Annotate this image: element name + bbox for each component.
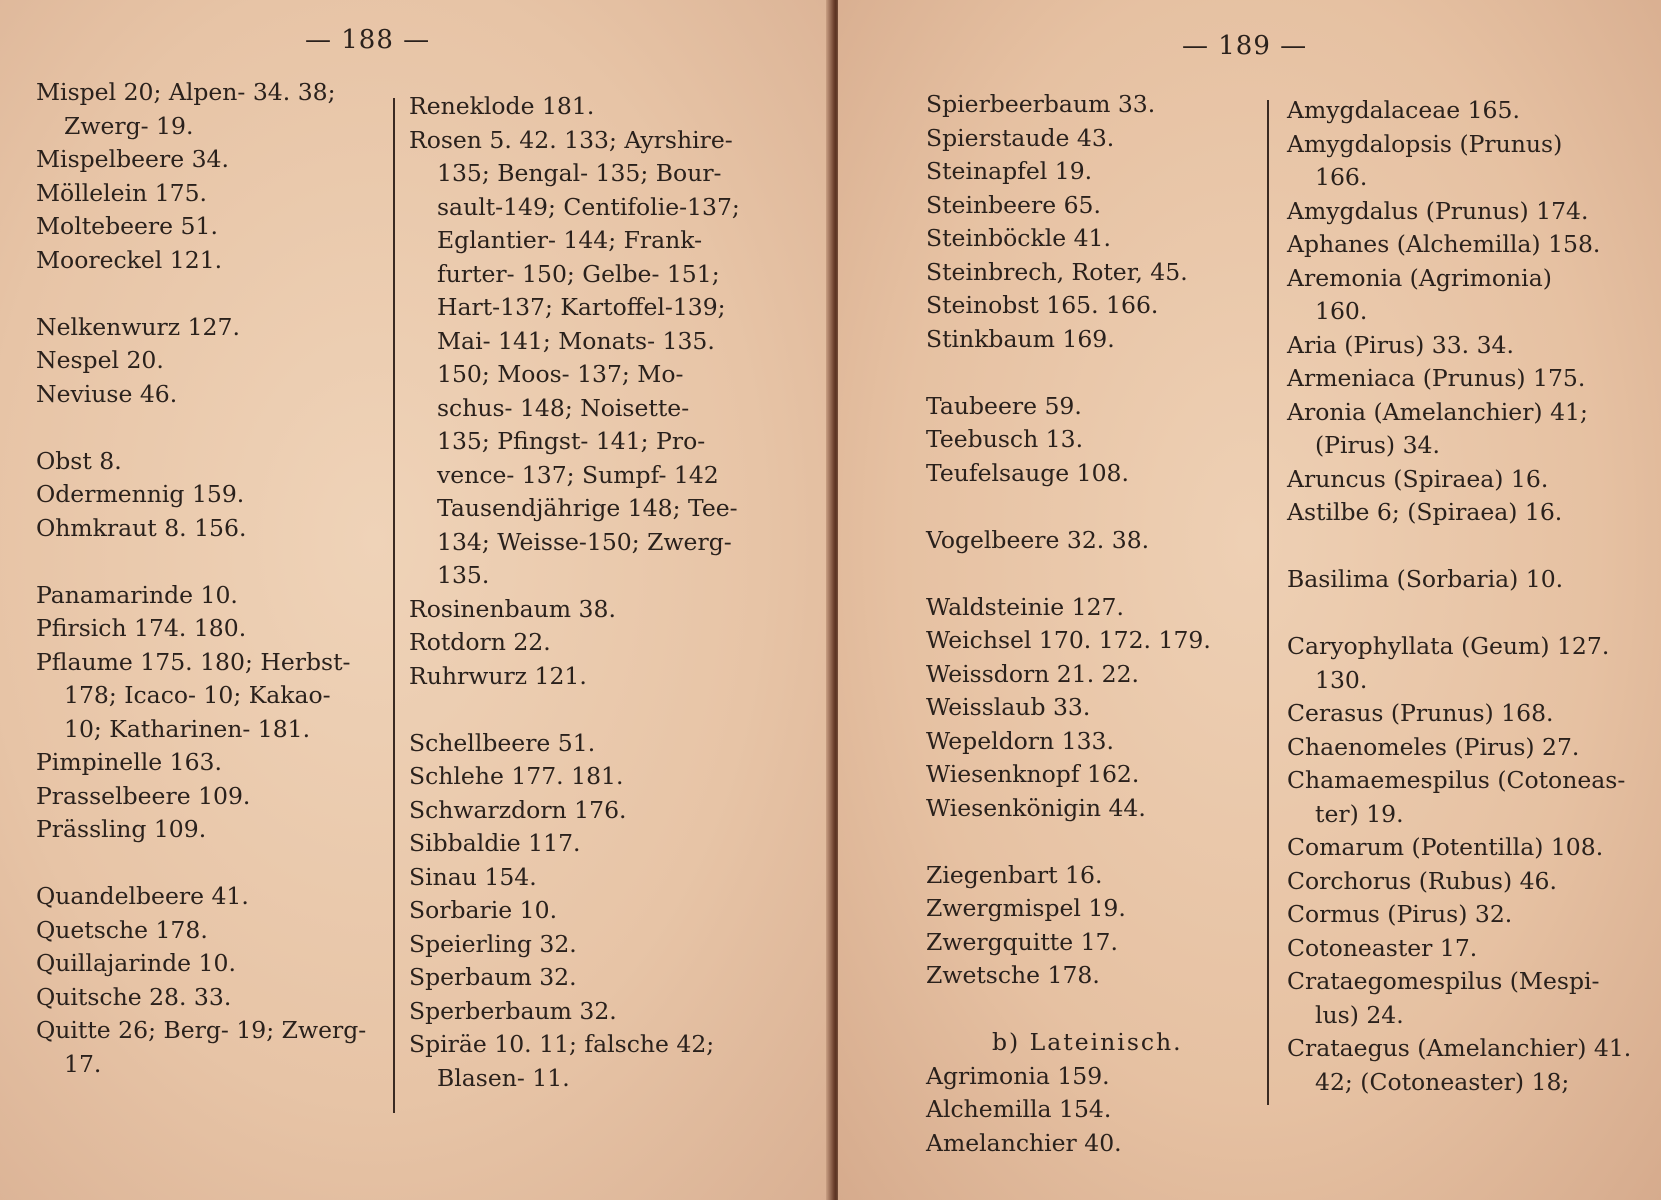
index-entry: [1287, 228, 1632, 262]
index-entry-line: Pflaume 175. 180; Herbst-: [36, 647, 351, 676]
index-entry: [36, 512, 371, 546]
index-entry: [36, 914, 371, 948]
index-entry-line: Zwergmispel 19.: [926, 894, 1126, 922]
index-entry: [1287, 831, 1632, 865]
index-entry-line: Spierbeerbaum 33.: [926, 90, 1156, 118]
index-entry-line: Schlehe 177. 181.: [409, 762, 624, 790]
index-entry: [36, 813, 371, 847]
index-entry: [409, 593, 749, 627]
index-entry-continuation: 134; Weisse-150; Zwerg-: [437, 527, 732, 556]
index-entry: [1287, 362, 1632, 396]
index-entry-line: Comarum (Potentilla) 108.: [1287, 833, 1604, 861]
index-entry: [1287, 630, 1632, 697]
index-entry: [926, 390, 1256, 424]
index-entry: [409, 760, 749, 794]
index-entry-line: Amygdalus (Prunus) 174.: [1287, 196, 1589, 225]
index-entry-line: Chaenomeles (Pirus) 27.: [1287, 732, 1580, 761]
index-entry: [926, 591, 1256, 625]
index-entry-line: Steinbrech, Roter, 45.: [926, 257, 1188, 286]
index-entry: [36, 579, 371, 613]
index-entry-continuation: 178; Icaco- 10; Kakao-: [64, 681, 331, 709]
index-entry-line: Steinapfel 19.: [926, 157, 1093, 185]
index-entry-line: Cerasus (Prunus) 168.: [1287, 699, 1554, 727]
index-entry-line: Quillajarinde 10.: [36, 949, 236, 977]
index-entry: [1287, 1032, 1632, 1099]
index-entry: [409, 727, 749, 761]
section-gap: [926, 825, 1256, 859]
index-entry: [36, 445, 371, 479]
index-entry-line: Mooreckel 121.: [36, 245, 223, 274]
index-entry: [926, 1093, 1256, 1127]
section-gap: [926, 356, 1256, 390]
index-entry-line: Quitsche 28. 33.: [36, 982, 232, 1011]
index-entry-line: Crataegus (Amelanchier) 41.: [1287, 1034, 1632, 1062]
index-entry-line: Wepeldorn 133.: [926, 726, 1114, 755]
index-entry-line: Alchemilla 154.: [926, 1095, 1112, 1123]
index-entry-line: Teebusch 13.: [926, 425, 1084, 453]
index-entry-line: Crataegomespilus (Mespi-: [1287, 967, 1600, 995]
index-entry-line: Schellbeere 51.: [409, 728, 596, 757]
section-gap: [36, 545, 371, 579]
index-entry: [926, 658, 1256, 692]
page-number: — 189 —: [1182, 31, 1308, 61]
index-entry-continuation: 17.: [64, 1049, 102, 1078]
column-rule: [393, 98, 395, 1113]
index-entry: [409, 1028, 749, 1095]
index-entry-continuation: Blasen- 11.: [437, 1063, 570, 1092]
index-entry-line: Moltebeere 51.: [36, 212, 218, 240]
index-entry-line: Waldsteinie 127.: [926, 592, 1124, 621]
index-entry-line: Sperbaum 32.: [409, 963, 577, 991]
index-entry-line: Sibbaldie 117.: [409, 829, 581, 857]
index-entry: [1287, 195, 1632, 229]
section-gap: [36, 277, 371, 311]
index-entry-continuation: ter) 19.: [1315, 799, 1404, 828]
index-entry-continuation: 130.: [1315, 665, 1368, 694]
section-gap: [1287, 530, 1632, 564]
index-entry: [1287, 463, 1632, 497]
index-entry: [36, 210, 371, 244]
index-entry-line: Wiesenkönigin 44.: [926, 793, 1146, 822]
index-entry-line: Steinbeere 65.: [926, 190, 1101, 219]
index-entry: [926, 222, 1256, 256]
index-entry-line: Stinkbaum 169.: [926, 324, 1115, 353]
index-entry-continuation: sault-149; Centifolie-137;: [437, 192, 740, 221]
index-entry: [409, 827, 749, 861]
index-entry-line: Zwetsche 178.: [926, 961, 1100, 989]
section-gap: [926, 993, 1256, 1027]
index-entry-line: Aronia (Amelanchier) 41;: [1287, 397, 1588, 426]
index-entry: [1287, 932, 1632, 966]
index-entry: [36, 981, 371, 1015]
section-gap: [926, 490, 1256, 524]
index-entry: [926, 122, 1256, 156]
index-entry-line: Wiesenknopf 162.: [926, 760, 1140, 788]
index-entry-line: Spiräe 10. 11; falsche 42;: [409, 1030, 715, 1058]
column-rule: [1267, 100, 1269, 1105]
index-entry-line: Obst 8.: [36, 446, 122, 475]
index-entry: [36, 1014, 371, 1081]
index-entry-line: Nelkenwurz 127.: [36, 312, 240, 341]
index-entry-line: Schwarzdorn 176.: [409, 795, 627, 824]
index-entry: [409, 861, 749, 895]
index-entry-line: Vogelbeere 32. 38.: [926, 525, 1150, 554]
index-entry-line: Weissdorn 21. 22.: [926, 659, 1140, 688]
index-entry: [1287, 865, 1632, 899]
index-entry-continuation: Eglantier- 144; Frank-: [437, 226, 703, 254]
index-entry-continuation: (Pirus) 34.: [1315, 431, 1440, 459]
index-entry-line: Quandelbeere 41.: [36, 882, 249, 910]
index-entry-line: Caryophyllata (Geum) 127.: [1287, 632, 1610, 660]
index-entry: [926, 792, 1256, 826]
index-entry-line: Quitte 26; Berg- 19; Zwerg-: [36, 1016, 367, 1044]
index-entry: [1287, 764, 1632, 831]
index-entry-line: Rosinenbaum 38.: [409, 594, 616, 623]
index-entry-continuation: Zwerg- 19.: [64, 111, 194, 140]
index-entry: [1287, 697, 1632, 731]
index-entry-line: Reneklode 181.: [409, 92, 595, 120]
index-entry-continuation: furter- 150; Gelbe- 151;: [437, 259, 720, 288]
index-column: [1287, 94, 1632, 1099]
index-entry: [409, 995, 749, 1029]
index-column: [926, 88, 1256, 1160]
index-entry-continuation: Tausendjährige 148; Tee-: [437, 494, 738, 522]
index-entry-line: Spierstaude 43.: [926, 123, 1115, 152]
index-entry: [36, 746, 371, 780]
index-entry: [1287, 128, 1632, 195]
index-entry: [926, 189, 1256, 223]
index-entry: [926, 289, 1256, 323]
index-entry: [1287, 898, 1632, 932]
index-entry-line: Aria (Pirus) 33. 34.: [1287, 330, 1514, 359]
section-heading: b) Lateinisch.: [992, 1028, 1183, 1056]
index-entry-line: Nespel 20.: [36, 346, 164, 374]
section-gap: [36, 847, 371, 881]
index-entry: [36, 311, 371, 345]
index-entry-line: Agrimonia 159.: [926, 1061, 1110, 1090]
index-entry-line: Amygdalopsis (Prunus): [1287, 129, 1563, 158]
index-entry: [36, 177, 371, 211]
index-entry: [36, 780, 371, 814]
index-entry: [1287, 329, 1632, 363]
index-entry-line: Prässling 109.: [36, 815, 207, 843]
index-entry-line: Mispel 20; Alpen- 34. 38;: [36, 78, 336, 106]
page-189: [838, 0, 1661, 1200]
index-entry: [36, 947, 371, 981]
index-entry: [409, 124, 749, 593]
index-entry-line: Odermennig 159.: [36, 480, 245, 508]
index-entry-line: Rotdorn 22.: [409, 628, 551, 656]
index-entry: [926, 423, 1256, 457]
index-entry: [926, 859, 1256, 893]
index-entry-line: Speierling 32.: [409, 929, 577, 958]
index-entry: [36, 76, 371, 143]
index-entry-line: Aremonia (Agrimonia): [1287, 263, 1552, 292]
index-entry: [409, 961, 749, 995]
section-gap: [1287, 597, 1632, 631]
index-entry-line: Neviuse 46.: [36, 379, 178, 408]
index-entry-line: Weichsel 170. 172. 179.: [926, 626, 1211, 654]
index-entry: [926, 624, 1256, 658]
index-entry-line: Ohmkraut 8. 156.: [36, 513, 247, 542]
index-entry-continuation: vence- 137; Sumpf- 142: [437, 460, 719, 489]
index-entry: [1287, 396, 1632, 463]
index-entry-continuation: 42; (Cotoneaster) 18;: [1315, 1067, 1570, 1096]
index-entry: [1287, 563, 1632, 597]
index-entry-continuation: Hart-137; Kartoffel-139;: [437, 293, 726, 321]
index-entry: [926, 892, 1256, 926]
index-entry-line: Cormus (Pirus) 32.: [1287, 900, 1513, 928]
page-number: — 188 —: [305, 25, 431, 55]
index-entry-continuation: schus- 148; Noisette-: [437, 393, 690, 422]
index-entry-line: Aphanes (Alchemilla) 158.: [1287, 230, 1601, 258]
index-entry-continuation: 150; Moos- 137; Mo-: [437, 360, 684, 388]
index-entry-line: Weisslaub 33.: [926, 693, 1091, 721]
index-entry-continuation: lus) 24.: [1315, 1000, 1404, 1029]
index-entry-line: Möllelein 175.: [36, 178, 208, 207]
index-entry-continuation: 135.: [437, 561, 490, 589]
index-entry: [1287, 262, 1632, 329]
index-entry-line: Sorbarie 10.: [409, 896, 558, 924]
index-entry-line: Aruncus (Spiraea) 16.: [1287, 464, 1549, 493]
index-entry-line: Steinobst 165. 166.: [926, 291, 1159, 319]
index-entry: [1287, 965, 1632, 1032]
index-entry: [409, 90, 749, 124]
index-entry-continuation: 160.: [1315, 297, 1368, 325]
index-entry: [1287, 496, 1632, 530]
index-entry: [36, 143, 371, 177]
index-entry-line: Panamarinde 10.: [36, 580, 238, 609]
index-entry: [36, 612, 371, 646]
index-entry-line: Astilbe 6; (Spiraea) 16.: [1287, 498, 1563, 526]
index-entry: [926, 725, 1256, 759]
index-entry: [926, 691, 1256, 725]
index-entry-line: Prasselbeere 109.: [36, 781, 251, 810]
index-entry-line: Sperberbaum 32.: [409, 996, 617, 1025]
index-entry: [926, 524, 1256, 558]
index-entry-line: Ziegenbart 16.: [926, 860, 1103, 889]
index-entry-line: Steinböckle 41.: [926, 224, 1111, 252]
index-entry-line: Quetsche 178.: [36, 915, 208, 944]
index-entry: [36, 378, 371, 412]
section-gap: [926, 557, 1256, 591]
index-entry: [409, 894, 749, 928]
index-entry-continuation: 135; Pfingst- 141; Pro-: [437, 427, 706, 455]
index-entry-line: Amygdalaceae 165.: [1287, 96, 1520, 124]
index-entry: [926, 256, 1256, 290]
index-entry-line: Amelanchier 40.: [926, 1128, 1122, 1157]
index-entry: [36, 646, 371, 747]
index-entry-line: Corchorus (Rubus) 46.: [1287, 866, 1557, 895]
index-entry: [409, 928, 749, 962]
index-entry-line: Mispelbeere 34.: [36, 145, 229, 173]
index-entry: [926, 1127, 1256, 1161]
index-entry: [1287, 731, 1632, 765]
index-entry-line: Chamaemespilus (Cotoneas-: [1287, 766, 1626, 794]
index-entry: [926, 758, 1256, 792]
index-entry: [926, 155, 1256, 189]
index-column: [409, 90, 749, 1095]
index-entry-continuation: 135; Bengal- 135; Bour-: [437, 159, 722, 187]
index-entry-line: Taubeere 59.: [926, 391, 1082, 420]
index-entry: [409, 794, 749, 828]
index-entry: [36, 244, 371, 278]
index-entry: [409, 626, 749, 660]
index-entry-line: Pimpinelle 163.: [36, 748, 222, 776]
index-entry-line: Armeniaca (Prunus) 175.: [1287, 364, 1586, 392]
index-entry: [926, 926, 1256, 960]
index-entry: [36, 880, 371, 914]
index-entry: [36, 344, 371, 378]
index-entry: [1287, 94, 1632, 128]
index-entry: [926, 1060, 1256, 1094]
index-entry-line: Teufelsauge 108.: [926, 458, 1129, 487]
section-gap: [409, 693, 749, 727]
index-entry-line: Pfirsich 174. 180.: [36, 614, 247, 642]
index-entry-line: Cotoneaster 17.: [1287, 933, 1478, 962]
index-entry-continuation: Mai- 141; Monats- 135.: [437, 326, 715, 355]
index-entry-continuation: 10; Katharinen- 181.: [64, 714, 311, 743]
index-entry-line: Rosen 5. 42. 133; Ayrshire-: [409, 125, 733, 154]
index-entry: [409, 660, 749, 694]
index-entry: [926, 323, 1256, 357]
index-entry-line: Basilima (Sorbaria) 10.: [1287, 565, 1564, 593]
index-entry-continuation: 166.: [1315, 163, 1368, 191]
index-column: [36, 76, 371, 1081]
index-entry-line: Ruhrwurz 121.: [409, 661, 587, 690]
index-entry-line: Sinau 154.: [409, 862, 537, 891]
section-gap: [36, 411, 371, 445]
index-entry: [926, 457, 1256, 491]
index-entry: [926, 88, 1256, 122]
index-entry-line: Zwergquitte 17.: [926, 927, 1118, 956]
index-entry: [36, 478, 371, 512]
index-entry: [926, 959, 1256, 993]
